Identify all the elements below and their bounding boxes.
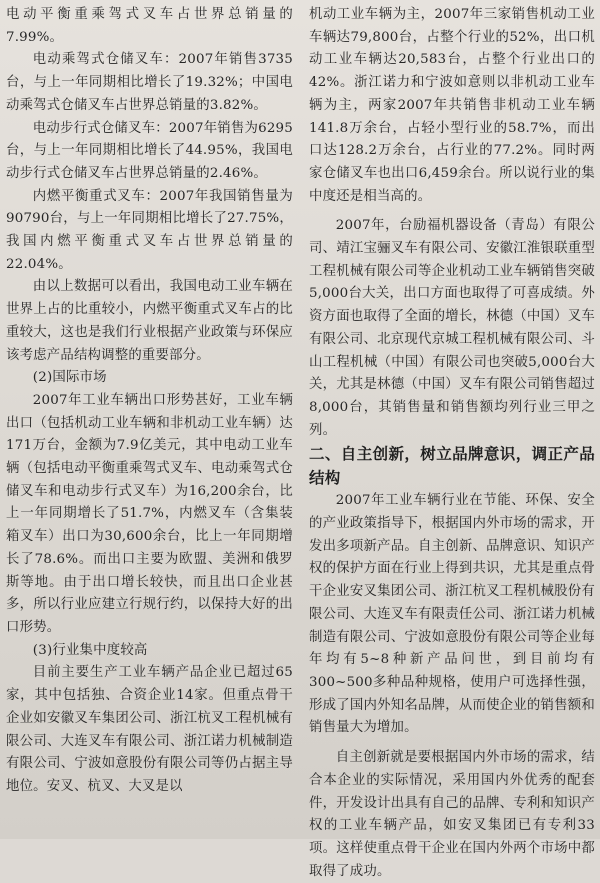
- subsection-heading: (2)国际市场: [32, 370, 107, 386]
- paragraph: 2007年工业车辆行业在节能、环保、安全的产业政策指导下，根据国内外市场的需求，开发出多项新产品。自主创新、品牌意识、知识产权的保护方面在行业上得到共识，尤其是重点骨干企业安叉集团公司、浙江杭叉工程机械股份有限公司、大连叉车有限责任公司、浙江诺力机械制造有限公司、宁波如意股份有限公司等企业每年均有5~8种新产品问世，到目前均有300~500多种品种规格，使用户可选择性强，形成了国内外知名品牌，从而使企业的销售额和销售量大为增加。: [309, 493, 595, 736]
- paragraph-gap: [309, 740, 595, 747]
- paragraph: 电动平衡重乘驾式叉车占世界总销量的7.99%。: [6, 7, 293, 45]
- subsection-heading: (3)行业集中度较高: [32, 642, 148, 658]
- section-heading: 二、自主创新，树立品牌意识，调正产品结构: [309, 445, 595, 488]
- paragraph-gap: [309, 208, 595, 215]
- paragraph: 内燃平衡重式叉车：2007年我国销售量为90790台，与上一年同期相比增长了27.75%，我国内燃平衡重式叉车占世界总销量的22.04%。: [6, 188, 293, 272]
- paragraph: 2007年，台励福机器设备（青岛）有限公司、靖江宝骊叉车有限公司、安徽江淮银联重型工程机械有限公司等企业机动工业车辆销售突破5,000台大关，出口方面也取得了可喜成绩。外资方面也取得了全面的增长，林德（中国）叉车有限公司、北京现代京城工程机械有限公司、斗山工程机械（中国）有限公司也突破5,000台大关，尤其是林德（中国）叉车有限公司销售超过8,000台，其销售量和销售额均列行业三甲之列。: [309, 218, 595, 438]
- paragraph: 2007年工业车辆出口形势甚好，工业车辆出口（包括机动工业车辆和非机动工业车辆）达171万台，金额为7.9亿美元，其中电动工业车辆（包括电动平衡重乘驾式叉车、电动乘驾式仓储叉车和电动步行式叉车）为16,200余台，比上一年同期增长了51.7%，内燃叉车（含集装箱叉车）出口为30,600余台，比上一年同期增长了78.6%。而出口主要为欧盟、美洲和俄罗斯等地。由于出口增长较快，而且出口企业甚多，所以行业应建立行规行约，以保持大好的出口形势。: [6, 392, 293, 635]
- paragraph: 电动乘驾式仓储叉车：2007年销售3735台，与上一年同期相比增长了19.32%；中国电动乘驾式仓储叉车占世界总销量的3.82%。: [6, 52, 293, 113]
- right-column: [309, 4, 595, 883]
- left-column: [6, 4, 293, 799]
- paragraph: 自主创新就是要根据国内外市场的需求，结合本企业的实际情况，采用国内外优秀的配套件，开发设计出具有自己的品牌、专利和知识产权的工业车辆产品，如安叉集团已有专利33项。这样使重点骨干企业在国内外两个市场中都取得了成功。: [309, 750, 595, 879]
- paragraph: 机动工业车辆为主，2007年三家销售机动工业车辆达79,800台，占整个行业的52%，出口机动工业车辆达20,583台，占整个行业出口的42%。浙江诺力和宁波如意则以非机动工业车辆为主，两家2007年共销售非机动工业车辆141.8万余台，占轻小型行业的58.7%，而出口达128.2万余台，占行业的77.2%。同时两家仓储叉车也出口6,459余台。所以说行业的集中度还是相当高的。: [309, 7, 595, 204]
- paragraph: 目前主要生产工业车辆产品企业已超过65家，其中包括独、合资企业14家。但重点骨干企业如安徽叉车集团公司、浙江杭叉工程机械有限公司、大连叉车有限公司、浙江诺力机械制造有限公司、宁波如意股份有限公司等仍占据主导地位。安叉、杭叉、大叉是以: [6, 665, 293, 794]
- paragraph: 电动步行式仓储叉车：2007年销售为6295台，与上一年同期相比增长了44.95%，我国电动步行式仓储叉车占世界总销量的2.46%。: [6, 120, 293, 181]
- paragraph: 由以上数据可以看出，我国电动工业车辆在世界上占的比重较小，内燃平衡重式叉车占的比重较大，这也是我们行业根据产业政策与环保应该考虑产品结构调整的重要部分。: [6, 279, 293, 363]
